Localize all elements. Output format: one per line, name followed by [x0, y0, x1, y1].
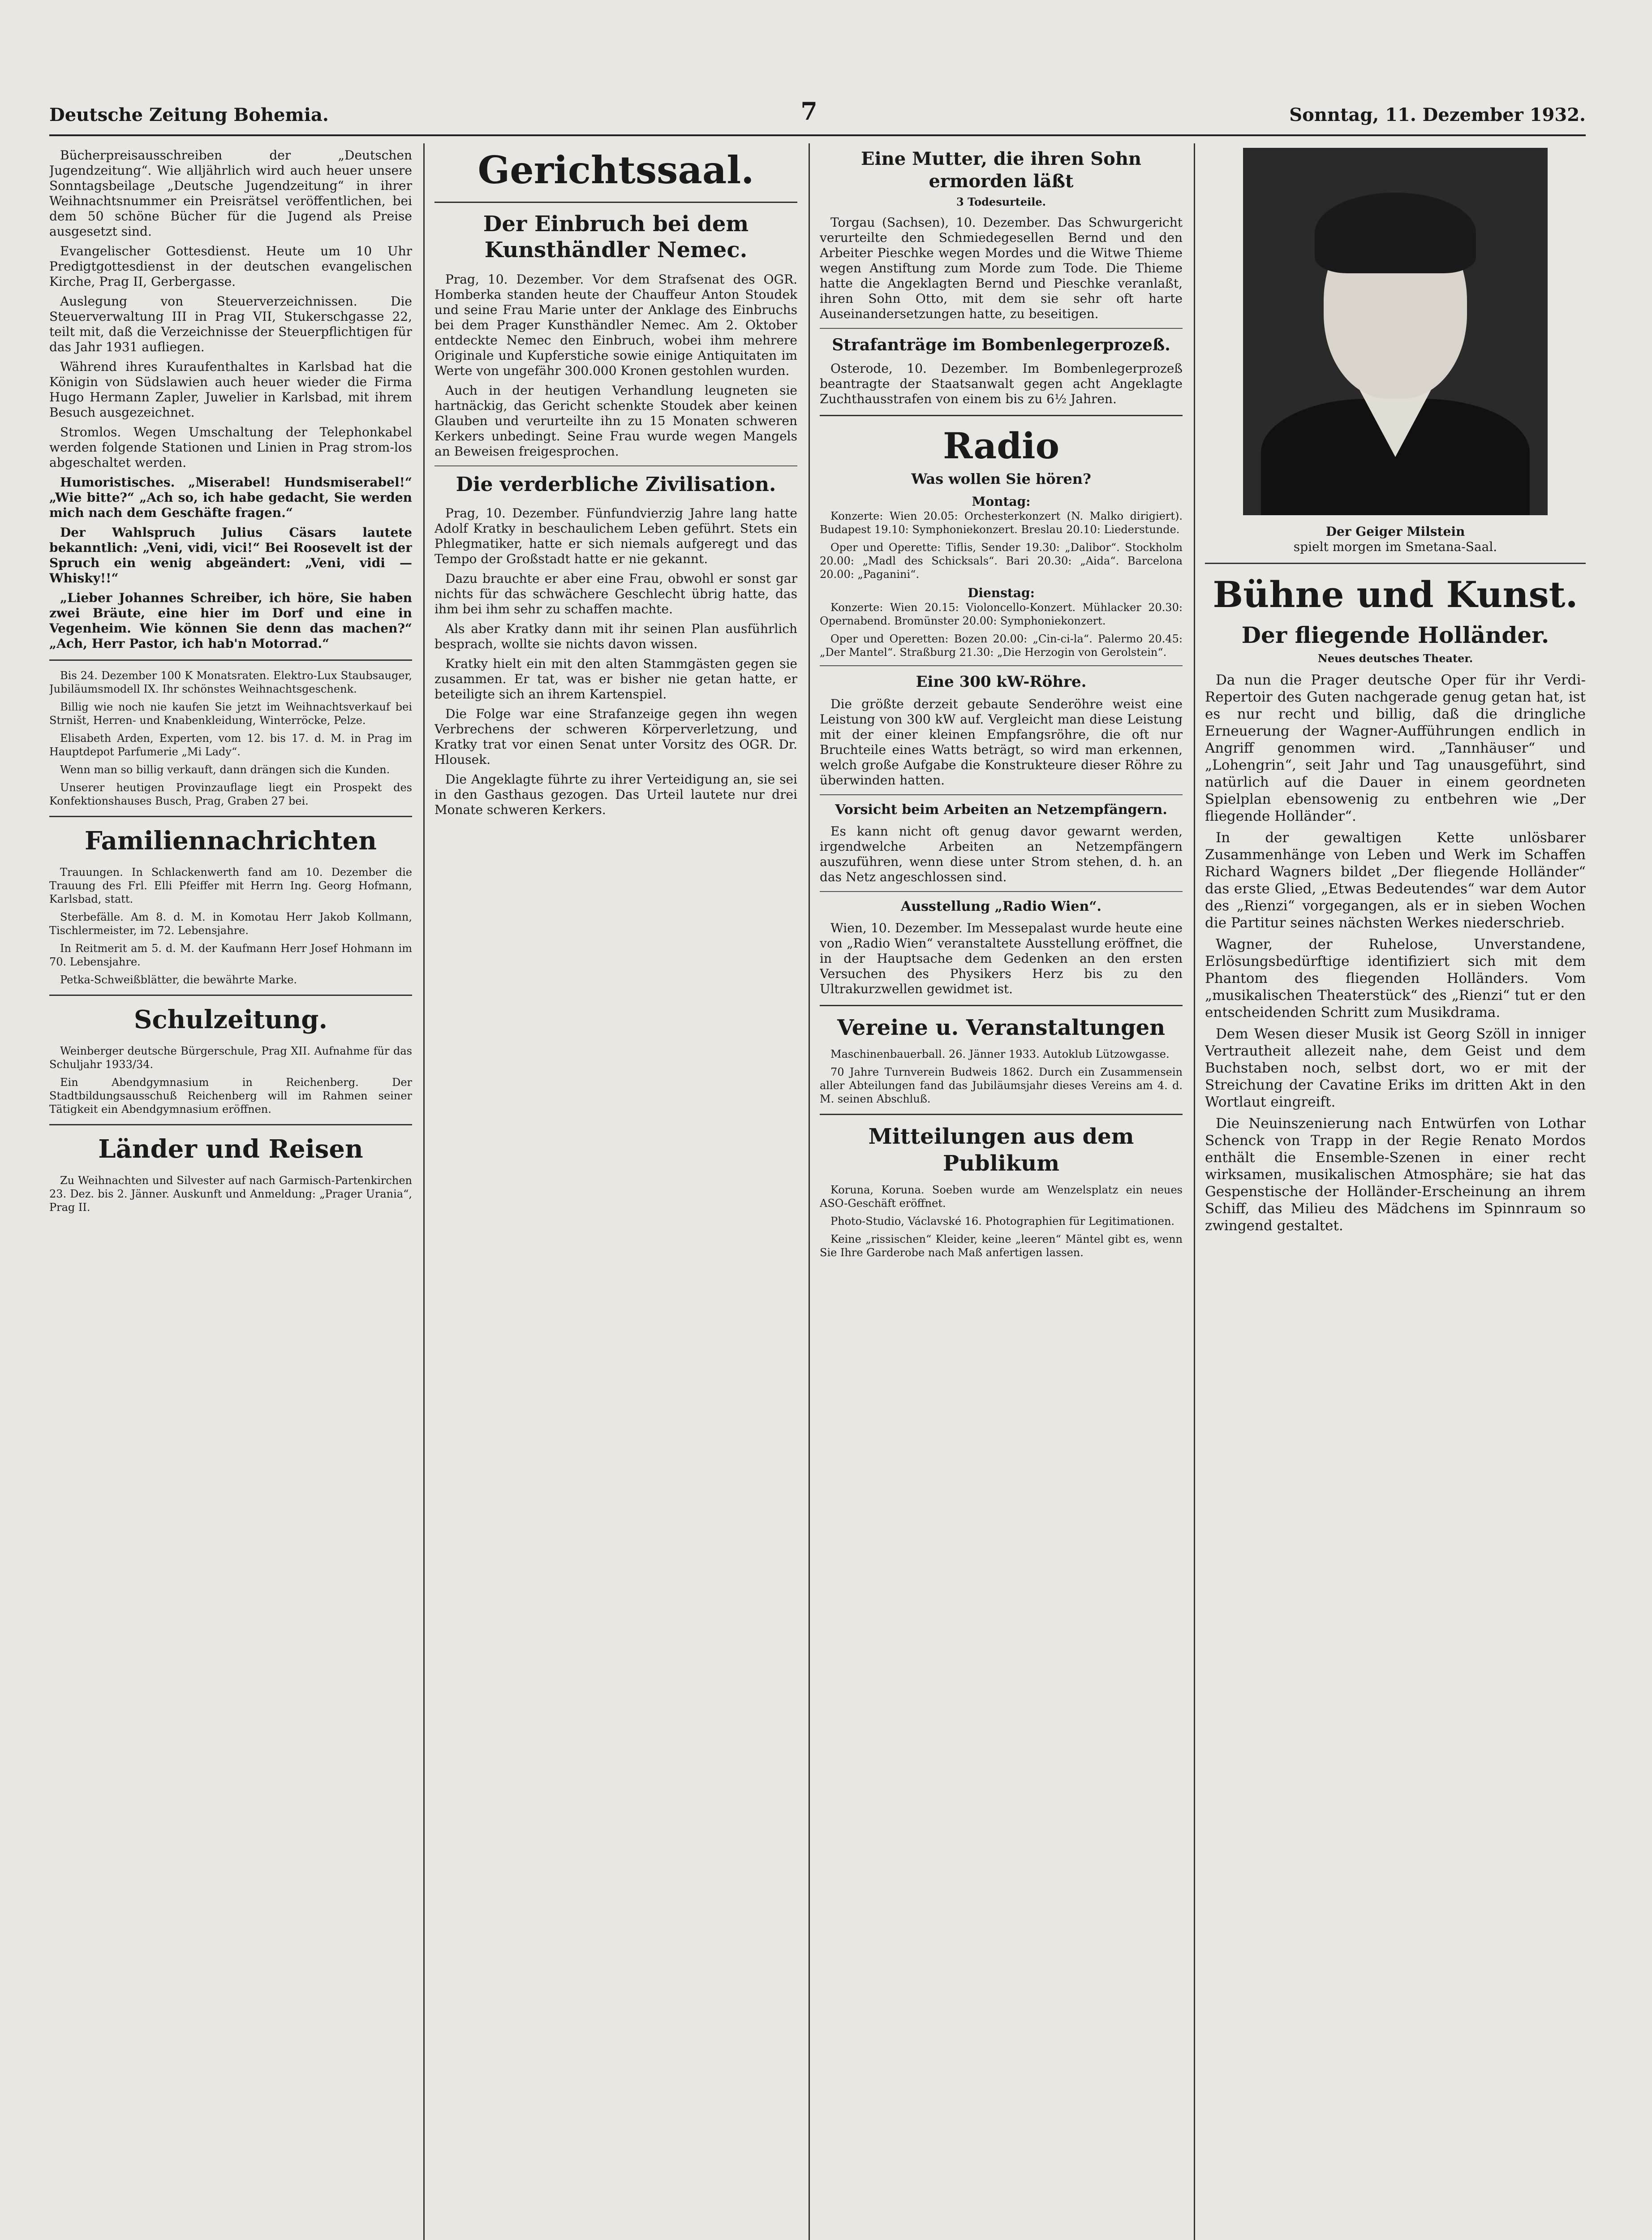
paragraph: Bücherpreisausschreiben der „Deutschen Jugendzeitung“. Wie alljährlich wird auch heuer unsere Sonntagsbeilage „Deutsche Jugendzeitung“ in ihrer Weihnachtsnummer ein Preisrätsel veröffentlichen, bei dem 50 schöne Bücher für die Jugend als Preise ausgesetzt sind.: [49, 148, 412, 239]
article-headline: Ausstellung „Radio Wien“.: [901, 899, 1101, 914]
article-headline: Vorsicht beim Arbeiten an Netzempfängern.: [835, 802, 1167, 818]
issue-date: Sonntag, 11. Dezember 1932.: [1289, 104, 1586, 125]
family-notice: Sterbefälle. Am 8. d. M. in Komotau Herr Jakob Kollmann, Tischlermeister, im 72. Lebensjahre.: [49, 911, 412, 937]
article-paragraph: Es kann nicht oft genug davor gewarnt werden, irgendwelche Arbeiten an Netzempfängern auszuführen, wenn diese unter Strom stehen, d. h. an das Netz angeschlossen sind.: [820, 824, 1183, 884]
article-paragraph: Die Angeklagte führte zu ihrer Verteidigung an, sie sei in den Gasthaus gezogen. Das Urteil lautete nur drei Monate schweren Kerkers.: [435, 772, 797, 817]
school-notice: Weinberger deutsche Bürgerschule, Prag XII. Aufnahme für das Schuljahr 1933/34.: [49, 1045, 412, 1071]
article-paragraph: In der gewaltigen Kette unlösbarer Zusammenhänge von Leben und Werk im Schaffen Richard Wagners bildet „Der fliegende Holländer“ das erste Glied, „Etwas Bedeutendes“ war dem Autor des „Rienzi“ vorgegangen, als er in sieben Wochen die Partitur seines nächsten Werkes niederschrieb.: [1205, 830, 1586, 931]
radio-listing: Konzerte: Wien 20.15: Violoncello-Konzert. Mühlacker 20.30: Opernabend. Bromünster 20.00: Symphoniekonzert.: [820, 601, 1183, 627]
divider: [435, 465, 797, 466]
advertisement: Billig wie noch nie kaufen Sie jetzt im Weihnachtsverkauf bei Strništ, Herren- und Knabenkleidung, Winterröcke, Pelze.: [49, 701, 412, 727]
divider: [820, 415, 1183, 416]
advertisement: Wenn man so billig verkauft, dann drängen sich die Kunden.: [60, 763, 390, 776]
column-divider: [1194, 143, 1195, 2240]
article-paragraph: Kratky hielt ein mit den alten Stammgästen gegen sie zusammen. Er tat, was er bisher nie getan hatte, er beteiligte sich an ihrem Kartenspiel.: [435, 656, 797, 702]
column-1: [49, 148, 412, 2240]
article-paragraph: Prag, 10. Dezember. Vor dem Strafsenat des OGR. Homberka standen heute der Chauffeur Anton Stoudek und seine Frau Marie unter der Anklage des Einbruchs bei dem Prager Kunsthändler Nemec. Am 2. Oktober entdeckte Nemec den Einbruch, wobei ihm mehrere Originale und Kupferstiche sowie einige Antiquitaten im Werte von ungefähr 300.000 Kronen gestohlen wurden.: [435, 272, 797, 378]
divider: [820, 1114, 1183, 1115]
divider: [49, 1124, 412, 1125]
column-2: [435, 148, 797, 2240]
column-4: [1205, 148, 1586, 2240]
advertisement: Unserer heutigen Provinzauflage liegt ein Prospekt des Konfektionshauses Busch, Prag, Graben 27 bei.: [49, 781, 412, 807]
radio-day: Dienstag:: [968, 586, 1035, 600]
paragraph: Auslegung von Steuerverzeichnissen. Die Steuerverwaltung III in Prag VII, Stukerschgasse 22, teilt mit, daß die Verzeichnisse der Steuerpflichtigen für das Jahr 1931 aufliegen.: [49, 294, 412, 354]
event-notice: Maschinenbauerball. 26. Jänner 1933. Autoklub Lützowgasse.: [830, 1048, 1170, 1060]
radio-day: Montag:: [972, 494, 1031, 509]
divider: [820, 328, 1183, 329]
radio-listing: Oper und Operetten: Bozen 20.00: „Cin-ci-la“. Palermo 20.45: „Der Mantel“. Straßburg 21.30: „Die Herzogin von Gerolstein“.: [820, 633, 1183, 659]
article-paragraph: Auch in der heutigen Verhandlung leugneten sie hartnäckig, das Gericht schenkte Stoudek aber keinen Glauben und verurteilte ihn zu 15 Monaten schweren Kerkers unbedingt. Seine Frau wurde wegen Mangels an Beweisen freigesprochen.: [435, 383, 797, 459]
article-paragraph: Osterode, 10. Dezember. Im Bombenlegerprozeß beantragte der Staatsanwalt gegen acht Angeklagte Zuchthausstrafen von einem bis zu 6½ Jahren.: [820, 361, 1183, 406]
article-paragraph: Die Folge war eine Strafanzeige gegen ihn wegen Verbrechens der schweren Körperverletzung, und Kratky trat vor einen Senat unter Vorsitz des OGR. Dr. Hlousek.: [435, 706, 797, 767]
paragraph: Humoristisches. „Miserabel! Hundsmiserabel!“ „Wie bitte?“ „Ach so, ich habe gedacht, Sie werden mich nach dem Geschäfte fragen.“: [49, 475, 412, 520]
paragraph: Evangelischer Gottesdienst. Heute um 10 Uhr Predigtgottesdienst in der deutschen evangelischen Kirche, Prag II, Gerbergasse.: [49, 244, 412, 289]
family-notice: In Reitmerit am 5. d. M. der Kaufmann Herr Josef Hohmann im 70. Lebensjahre.: [49, 942, 412, 968]
article-paragraph: Da nun die Prager deutsche Oper für ihr Verdi-Repertoir des Guten nachgerade genug getan hat, ist es nur recht und billig, daß die dringliche Erneuerung der Wagner-Aufführungen endlich in Angriff genommen wird. „Tannhäuser“ und „Lohengrin“, seit Jahr und Tag unausgeführt, sind natürlich auf die Dauer in einem geordneten Spielplan ebensowenig zu entbehren wie „Der fliegende Holländer“.: [1205, 672, 1586, 824]
article-headline: Die verderbliche Zivilisation.: [456, 473, 776, 496]
paper-name: Deutsche Zeitung Bohemia.: [49, 104, 329, 125]
article-subheadline: 3 Todesurteile.: [956, 195, 1046, 208]
column-divider: [423, 143, 425, 2240]
radio-subheading: Was wollen Sie hören?: [911, 470, 1091, 487]
paragraph: Während ihres Kuraufenthaltes in Karlsbad hat die Königin von Südslawien auch heuer wieder die Firma Hugo Hermann Zapler, Juwelier in Karlsbad, mit ihrem Besuch ausgezeichnet.: [49, 359, 412, 420]
article-paragraph: Wagner, der Ruhelose, Unverstandene, Erlösungsbedürftige identifiziert sich mit dem Phantom des fliegenden Holländers. Vom „musikalischen Theaterstück“ des „Rienzi“ tut er den entscheidenden Schritt zum Musikdrama.: [1205, 936, 1586, 1021]
paragraph: Der Wahlspruch Julius Cäsars lautete bekanntlich: „Veni, vidi, vici!“ Bei Roosevelt ist der Spruch ein wenig abgeändert: „Veni, vidi — Whisky!!“: [49, 525, 412, 586]
portrait-caption-text: spielt morgen im Smetana-Saal.: [1293, 539, 1497, 554]
family-notice: Trauungen. In Schlackenwerth fand am 10. Dezember die Trauung des Frl. Elli Pfeiffer mit Herrn Ing. Georg Hofmann, Karlsbad, statt.: [49, 866, 412, 905]
paragraph: Stromlos. Wegen Umschaltung der Telephonkabel werden folgende Stationen und Linien in Prag strom-los abgeschaltet werden.: [49, 425, 412, 470]
divider: [820, 891, 1183, 892]
section-heading-stage: Bühne und Kunst.: [1213, 573, 1578, 616]
article-paragraph: Torgau (Sachsen), 10. Dezember. Das Schwurgericht verurteilte den Schmiedegesellen Bernd und den Arbeiter Pieschke wegen Mordes und die Witwe Thieme wegen Anstiftung zum Morde zum Tode. Die Thieme hatte die Angeklagten Bernd und Pieschke veranlaßt, ihren Sohn Otto, mit dem sie sehr oft harte Auseinandersetzungen hatte, zu beseitigen.: [820, 215, 1183, 321]
article-paragraph: Die größte derzeit gebaute Senderöhre weist eine Leistung von 300 kW auf. Vergleicht man diese Leistung mit der einer kleinen Empfangsröhre, die oft nur Bruchteile eines Watts beträgt, so wird man erkennen, welch große Aufgabe die Konstrukteure dieser Röhre zu überwinden hatten.: [820, 697, 1183, 788]
divider: [49, 995, 412, 996]
public-notice: Koruna, Koruna. Soeben wurde am Wenzelsplatz ein neues ASO-Geschäft eröffnet.: [820, 1184, 1183, 1210]
advertisement: Bis 24. Dezember 100 K Monatsraten. Elektro-Lux Staubsauger, Jubiläumsmodell IX. Ihr schönstes Weihnachtsgeschenk.: [49, 669, 412, 695]
portrait-caption-name: Der Geiger Milstein: [1325, 524, 1465, 539]
section-heading-court: Gerichtssaal.: [478, 148, 754, 192]
divider: [820, 794, 1183, 795]
family-notice: Petka-Schweißblätter, die bewährte Marke.: [60, 974, 297, 986]
column-divider: [809, 143, 810, 2240]
divider: [435, 202, 797, 203]
article-headline: Der fliegende Holländer.: [1241, 622, 1549, 648]
radio-listing: Oper und Operette: Tiflis, Sender 19.30: „Dalibor“. Stockholm 20.00: „Madl des Schicksals“. Bari 20.30: „Aida“. Barcelona 20.00: „Paganini“.: [820, 541, 1183, 581]
article-paragraph: Dazu brauchte er aber eine Frau, obwohl er sonst gar nichts für das schwächere Geschlecht übrig hatte, das ihm bei ihm sehr zu schaffen machte.: [435, 571, 797, 616]
event-notice: 70 Jahre Turnverein Budweis 1862. Durch ein Zusammensein aller Abteilungen fand das Jubiläumsjahr dieses Vereins am 4. d. M. seinen Abschluß.: [820, 1066, 1183, 1105]
school-notice: Ein Abendgymnasium in Reichenberg. Der Stadtbildungsausschuß Reichenberg will im Rahmen seiner Tätigkeit ein Abendgymnasium eröffnen.: [49, 1076, 412, 1116]
article-paragraph: Die Neuinszenierung nach Entwürfen von Lothar Schenck von Trapp in der Regie Renato Mordos enthält die Ensemble-Szenen in einer recht wirksamen, musikalischen Atmosphäre; sie hat das Gespenstische der Holländer-Erscheinung an ihrem Schiff, das Milieu des Mädchens im Spinnraum so zwingend gestaltet.: [1205, 1116, 1586, 1234]
article-paragraph: Wien, 10. Dezember. Im Messepalast wurde heute eine von „Radio Wien“ veranstaltete Ausstellung eröffnet, die in der Hauptsache dem Gedenken an den ersten Versuchen des Physikers Herz bis zu den Ultrakurzwellen gewidmet ist.: [820, 921, 1183, 996]
paragraph: „Lieber Johannes Schreiber, ich höre, Sie haben zwei Bräute, eine hier im Dorf und eine in Vegenheim. Wie können Sie denn das machen?“ „Ach, Herr Pastor, ich hab'n Motorrad.“: [49, 590, 412, 651]
article-subheadline: Neues deutsches Theater.: [1317, 652, 1473, 665]
section-heading-events: Vereine u. Veranstaltungen: [837, 1015, 1166, 1040]
divider: [1205, 563, 1586, 564]
page-number: 7: [800, 97, 817, 125]
newspaper-page: [49, 94, 1586, 2240]
article-headline: Eine Mutter, die ihren Sohn ermorden läßt: [861, 148, 1141, 192]
divider: [49, 659, 412, 661]
radio-listing: Konzerte: Wien 20.05: Orchesterkonzert (N. Malko dirigiert). Budapest 19.10: Symphoniekonzert. Breslau 20.10: Liederstunde.: [820, 510, 1183, 536]
section-heading-public: Mitteilungen aus dem Publikum: [868, 1124, 1134, 1176]
public-notice: Photo-Studio, Václavské 16. Photographien für Legitimationen.: [830, 1215, 1175, 1228]
section-heading-school: Schulzeitung.: [134, 1005, 327, 1034]
public-notice: Keine „rissischen“ Kleider, keine „leeren“ Mäntel gibt es, wenn Sie Ihre Garderobe nach Maß anfertigen lassen.: [820, 1233, 1183, 1259]
divider: [820, 1005, 1183, 1006]
section-heading-radio: Radio: [943, 425, 1059, 467]
article-paragraph: Dem Wesen dieser Musik ist Georg Szöll in inniger Vertrautheit allezeit nahe, dem Geist und dem Buchstaben noch, selbst dort, wo er mit der Streichung der Cavatine Eriks im dritten Akt in den Wortlaut eingreift.: [1205, 1026, 1586, 1110]
article-paragraph: Prag, 10. Dezember. Fünfundvierzig Jahre lang hatte Adolf Kratky in beschaulichem Leben geführt. Stets ein Phlegmatiker, hatte er sich niemals aufgeregt und das Tempo der Großstadt hatte er nie gekannt.: [435, 506, 797, 566]
section-heading-families: Familiennachrichten: [84, 826, 377, 856]
article-headline: Der Einbruch bei dem Kunsthändler Nemec.: [483, 211, 749, 263]
article-headline: Strafanträge im Bombenlegerprozeß.: [832, 336, 1170, 354]
section-heading-travel: Länder und Reisen: [98, 1134, 363, 1164]
advertisement: Elisabeth Arden, Experten, vom 12. bis 17. d. M. in Prag im Hauptdepot Parfumerie „Mi Lady“.: [49, 732, 412, 758]
divider: [820, 665, 1183, 666]
article-headline: Eine 300 kW-Röhre.: [916, 673, 1087, 691]
column-3: [820, 148, 1183, 2240]
divider: [49, 816, 412, 817]
page-header: [49, 94, 1586, 125]
portrait-photo: [1243, 148, 1548, 515]
travel-notice: Zu Weihnachten und Silvester auf nach Garmisch-Partenkirchen 23. Dez. bis 2. Jänner. Auskunft und Anmeldung: „Prager Urania“, Prag II.: [49, 1174, 412, 1214]
header-rule: [49, 134, 1586, 136]
article-paragraph: Als aber Kratky dann mit ihr seinen Plan ausführlich besprach, wollte sie nichts davon wissen.: [435, 621, 797, 651]
